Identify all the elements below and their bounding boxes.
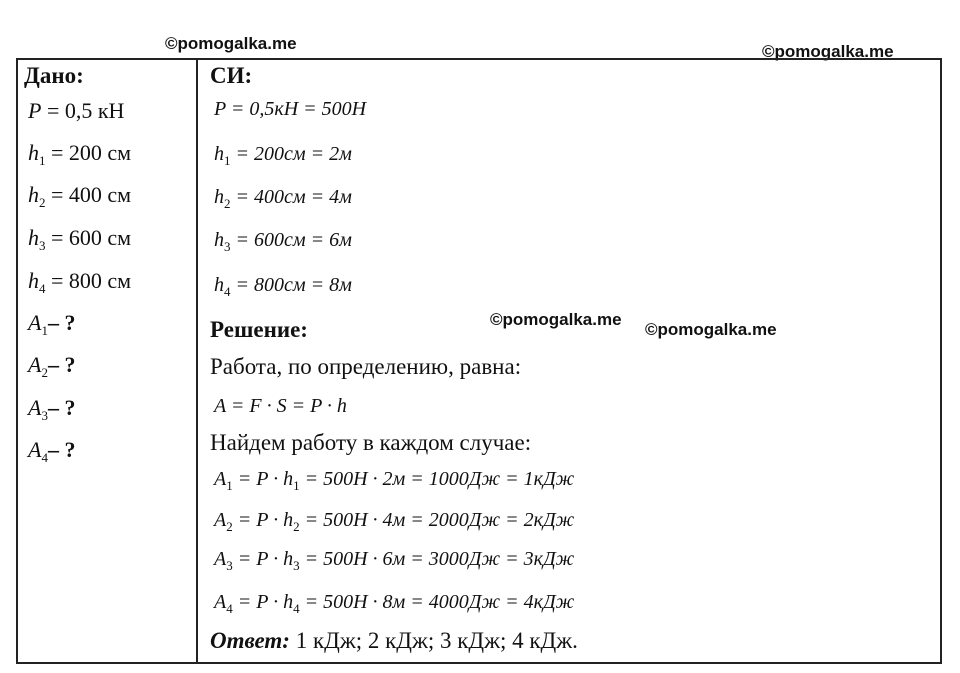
watermark: ©pomogalka.me xyxy=(645,320,777,339)
given-item: $h_2 = 400$ см xyxy=(28,182,132,210)
given-item: $h_3 = 600$ см xyxy=(28,225,132,253)
given-item: P = 0,5 кН xyxy=(28,98,125,123)
si-item: $h_3 = 600см = 6м$ xyxy=(214,229,352,254)
solution-text: Найдем работу в каждом случае: xyxy=(210,430,532,455)
watermark: ©pomogalka.me xyxy=(762,42,894,61)
si-item: $h_4 = 800см = 8м$ xyxy=(214,274,352,299)
si-item: $h_2 = 400см = 4м$ xyxy=(214,186,352,211)
calc-line: $A_4 = P \cdot h_4 = 500Н \cdot 8м = 4000Дж = 4кДж$ xyxy=(214,591,575,616)
given-item: $A_1-$ ? xyxy=(28,310,76,338)
given-item: $h_4 = 800$ см xyxy=(28,268,132,296)
given-item: $A_3-$ ? xyxy=(28,395,76,423)
calc-line: $A_2 = P \cdot h_2 = 500Н \cdot 4м = 2000Дж = 2кДж$ xyxy=(214,509,575,534)
given-item: $h_1 = 200$ см xyxy=(28,140,132,168)
watermark: ©pomogalka.me xyxy=(490,310,622,329)
watermark: ©pomogalka.me xyxy=(165,34,297,53)
si-title: СИ: xyxy=(210,63,253,88)
given-item: $A_4-$ ? xyxy=(28,437,76,465)
given-title: Дано: xyxy=(24,63,84,88)
column-divider xyxy=(196,58,198,664)
answer: Ответ: 1 кДж; 2 кДж; 3 кДж; 4 кДж. xyxy=(210,628,578,653)
calc-line: $A_3 = P \cdot h_3 = 500Н \cdot 6м = 3000Дж = 3кДж$ xyxy=(214,548,575,573)
calc-line: $A_1 = P \cdot h_1 = 500Н \cdot 2м = 1000Дж = 1кДж$ xyxy=(214,468,575,493)
solution-title: Решение: xyxy=(210,317,308,342)
work-formula: A = F · S = P · h xyxy=(214,395,347,417)
si-item: P = 0,5кН = 500Н xyxy=(214,98,367,120)
si-item: $h_1 = 200см = 2м$ xyxy=(214,143,352,168)
given-item: $A_2-$ ? xyxy=(28,352,76,380)
solution-text: Работа, по определению, равна: xyxy=(210,354,522,379)
